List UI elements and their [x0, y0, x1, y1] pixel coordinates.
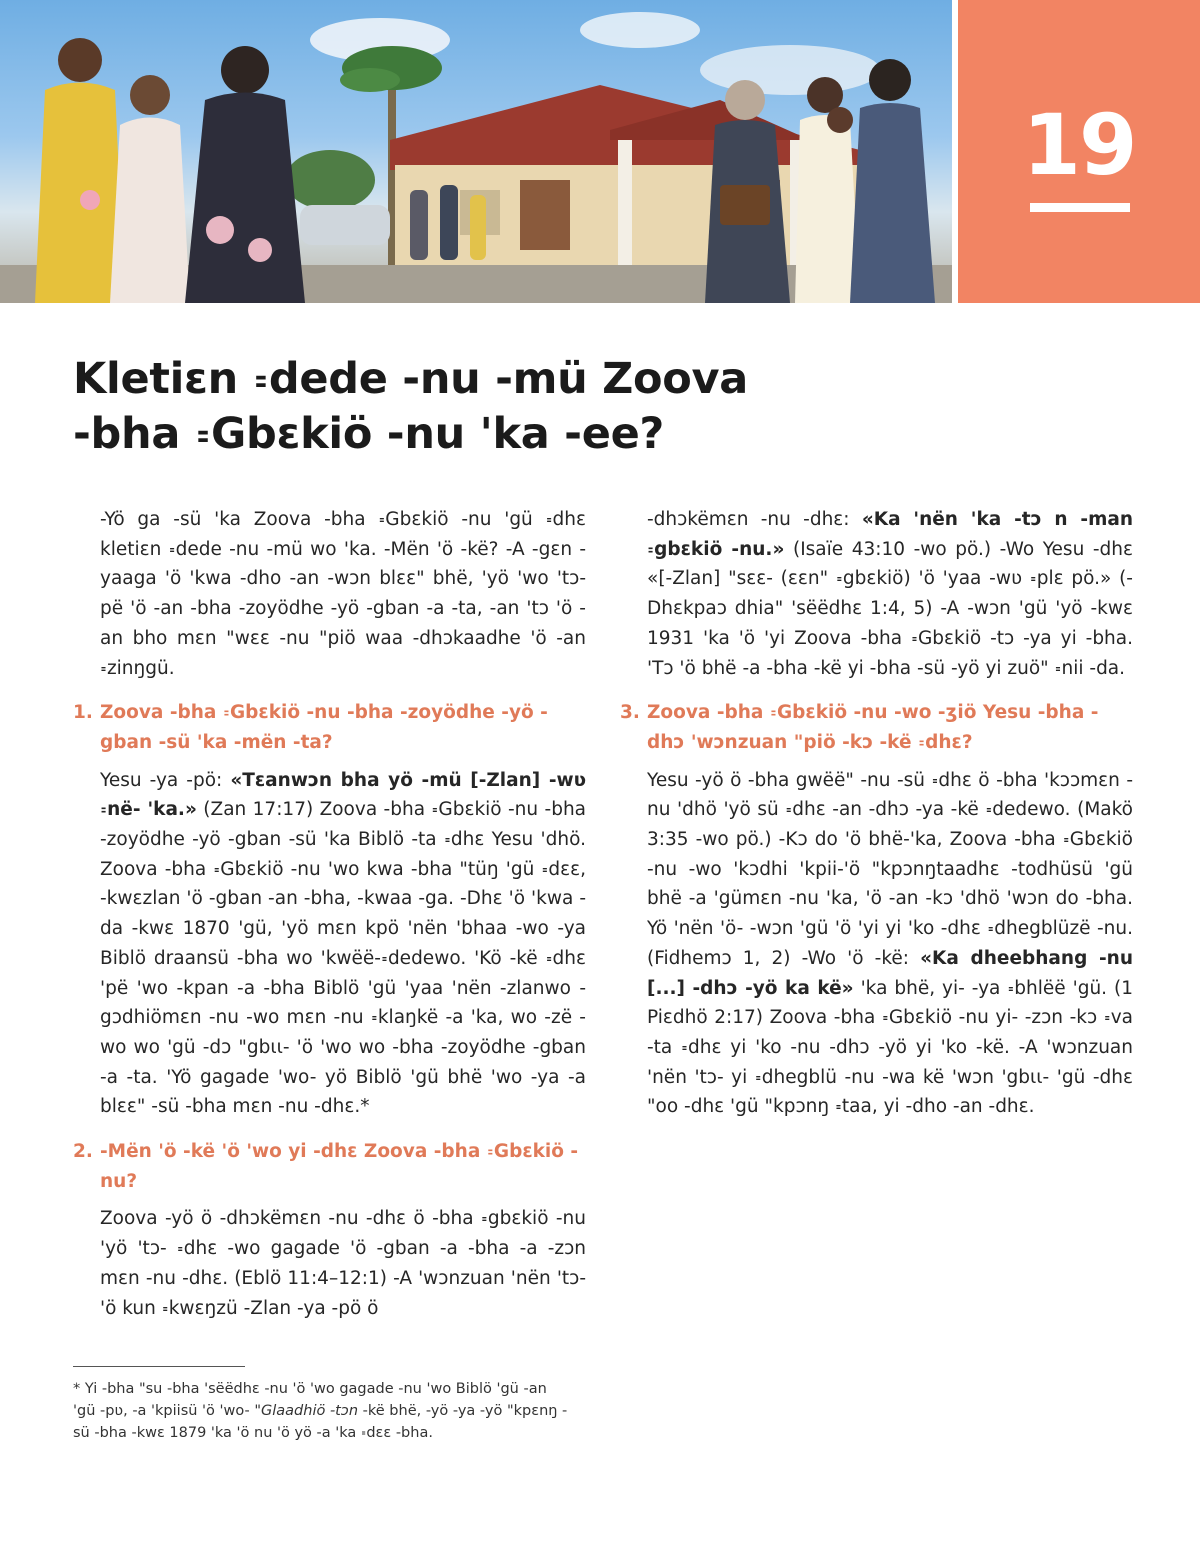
- intro-paragraph: -Yö ga -sü 'ka Zoova -bha ꞊Gbɛkiö -nu 'gü ꞊dhɛ kletiɛn ꞊dede -nu -mü wo 'ka. -Mën 'ö -kë? -A -gɛn -yaaga 'ö 'kwa -dho -an -wɔn blɛɛ" bhë, 'yö 'wo 'tɔ-pë 'ö -an -bha -zoyödhe -yö -gban -a -ta, -an 'tɔ 'ö -an bho mɛn "wɛɛ -nu "piö waa -dhɔkaadhe 'ö -an ꞊zinŋgü.: [100, 509, 586, 679]
- right-column: [620, 505, 1133, 1122]
- title-line-2: -bha ꞊Gbɛkiö -nu 'ka -ee?: [73, 409, 665, 459]
- title-line-1: Kletiɛn ꞊dede -nu -mü Zoova: [73, 354, 748, 404]
- section-2-paragraph: Zoova -yö ö -dhɔkëmɛn -nu -dhɛ ö -bha ꞊gbɛkiö -nu 'yö 'tɔ- ꞊dhɛ -wo gagade 'ö -gban -a -bha -a -zɔn mɛn -nu -dhɛ. (Eblö 11:4–12:1) -A 'wɔnzuan 'nën 'tɔ- 'ö kun ꞊kwɛŋzü -Zlan -ya -pö ö: [100, 1208, 586, 1319]
- question-1-number: 1.: [73, 702, 93, 724]
- question-2: [73, 1137, 586, 1196]
- footnote-divider: [73, 1366, 245, 1367]
- question-2-number: 2.: [73, 1141, 93, 1163]
- section-3-rest: 'ka bhë, yi- -ya ꞊bhlëë 'gü. (1 Piɛdhö 2:17) Zoova -bha ꞊Gbɛkiö -nu yi- -zɔn -kɔ ꞊va -ta ꞊dhɛ yi 'ko -nu -dhɔ -yö yi 'ko -kë. -A 'wɔnzuan 'nën 'tɔ- yi ꞊dhegblü -nu -wa kë 'wɔn 'gbɩɩ- 'gü -dhɛ "oo -dhɛ 'gü "kpɔnŋ ꞊taa, yi -dho -an -dhɛ.: [647, 977, 1133, 1118]
- lesson-title: [73, 352, 1133, 462]
- question-3: [620, 698, 1133, 757]
- header-photo: [0, 0, 952, 303]
- section-2-cont-rest: (Isaïe 43:10 -wo pö.) -Wo Yesu -dhɛ «[-Zlan] "sɛɛ- (ɛɛn" ꞊gbɛkiö) 'ö 'yaa -wʋ ꞊plɛ pö.» (-Dhɛkpaɔ dhia" 'sëëdhɛ 1:4, 5) -A -wɔn 'gü 'yö -kwɛ 1931 'ka 'ö 'yi Zoova -bha ꞊Gbɛkiö -tɔ -ya yi -bha. 'Tɔ 'ö bhë -a -bha -kë yi -bha -sü -yö yi zuö" ꞊nii -da.: [647, 538, 1133, 679]
- left-column: [73, 505, 586, 1323]
- section-1-quote: «Tɛanwɔn bha yö -mü [-Zlan] -wʋ ꞊në- 'ka.»: [100, 769, 586, 821]
- footnote-italic: "Glaadhiö -tɔn: [254, 1403, 359, 1419]
- section-3-quote: «Ka dheebhang -nu [...] -dhɔ -yö ka kë»: [647, 947, 1133, 999]
- section-2-cont-quote: «Ka 'nën 'ka -tɔ n -man ꞊gbɛkiö -nu.»: [647, 509, 1134, 560]
- section-3-paragraph: [620, 766, 1133, 1122]
- lesson-number: 19: [1022, 96, 1136, 194]
- section-3-start: Yesu -yö ö -bha gwëë" -nu -sü ꞊dhɛ ö -bha 'kɔɔmɛn -nu 'dhö 'yö sü ꞊dhɛ -an -dhɔ -ya -kë ꞊dedewo. (Makö 3:35 -wo pö.) -Kɔ do 'ö bhë-'ka, Zoova -bha ꞊Gbɛkiö -nu -wo 'kɔdhi 'kpii-'ö "kpɔnŋtaadhɛ -todhüsü 'gü bhë -a 'gümɛn -nu 'ka, 'ö -an -kɔ 'dhö 'wɔn do -bha. Yö 'nën 'ö- -wɔn 'gü 'ö 'yi yi 'ko -dhɛ ꞊dhegblüzë -nu. (Fidhemɔ 1, 2) -Wo 'ö -kë:: [647, 769, 1133, 969]
- question-3-text: Zoova -bha ꞊Gbɛkiö -nu -wo -ʒiö Yesu -bha -dhɔ 'wɔnzuan "piö -kɔ -kë ꞊dhɛ?: [647, 702, 1099, 753]
- lesson-number-underline: [1030, 203, 1130, 212]
- footnote: [73, 1378, 573, 1444]
- section-1-rest: (Zan 17:17) Zoova -bha ꞊Gbɛkiö -nu -bha -zoyödhe -yö -gban -sü 'ka Biblö -ta ꞊dhɛ Yesu 'dhö. Zoova -bha ꞊Gbɛkiö -nu 'wo kwa -bha "tüŋ 'gü ꞊dɛɛ, -kwɛzlan 'ö -gban -an -bha, -kwaa -ga. -Dhɛ 'ö 'kwa -da -kwɛ 1870 'gü, 'yö mɛn kpö 'nën 'bhaa -wo -ya Biblö draansü -bha wo 'kwëë-꞊dedewo. 'Kö -kë ꞊dhɛ 'pë 'wo -kpan -a -bha Biblö 'gü 'yaa 'nën -zlanwo -gɔdhiömɛn -nu -wo mɛn -nu ꞊klaŋkë -a 'ka, wo -zë -wo wo 'gü -dɔ "gbɩɩ- 'ö 'wo wo -bha -zoyödhe -gban -a -ta. 'Yö gagade 'wo- yö Biblö 'gü bhë 'wo -ya -a blɛɛ" -sü -bha mɛn -nu -dhɛ.*: [100, 799, 586, 1118]
- footnote-start: * Yi -bha "su -bha 'sëëdhɛ -nu 'ö 'wo gagade -nu 'wo Biblö 'gü -an 'gü -pʋ, -a 'kpiisü 'ö 'wo-: [73, 1381, 547, 1419]
- section-1-start: Yesu -ya -pö:: [100, 769, 231, 791]
- question-1-text: Zoova -bha ꞊Gbɛkiö -nu -bha -zoyödhe -yö -gban -sü 'ka -mën -ta?: [100, 702, 548, 753]
- footnote-rest: -kë bhë, -yö -ya -yö "kpɛnŋ -sü -bha -kwɛ 1879 'ka 'ö nu 'ö yö -a 'ka ꞊dɛɛ -bha.: [73, 1403, 568, 1441]
- section-2-cont-start: -dhɔkëmɛn -nu -dhɛ:: [647, 509, 862, 530]
- section-1-paragraph: [73, 766, 586, 1122]
- question-3-number: 3.: [620, 702, 640, 724]
- kingdom-hall-scene-illustration: [0, 0, 952, 303]
- section-2-paragraph-continued: [620, 505, 1133, 683]
- lesson-number-box: [958, 0, 1200, 303]
- question-2-text: -Mën 'ö -kë 'ö 'wo yi -dhɛ Zoova -bha ꞊Gbɛkiö -nu?: [100, 1141, 579, 1192]
- question-1: [73, 698, 586, 757]
